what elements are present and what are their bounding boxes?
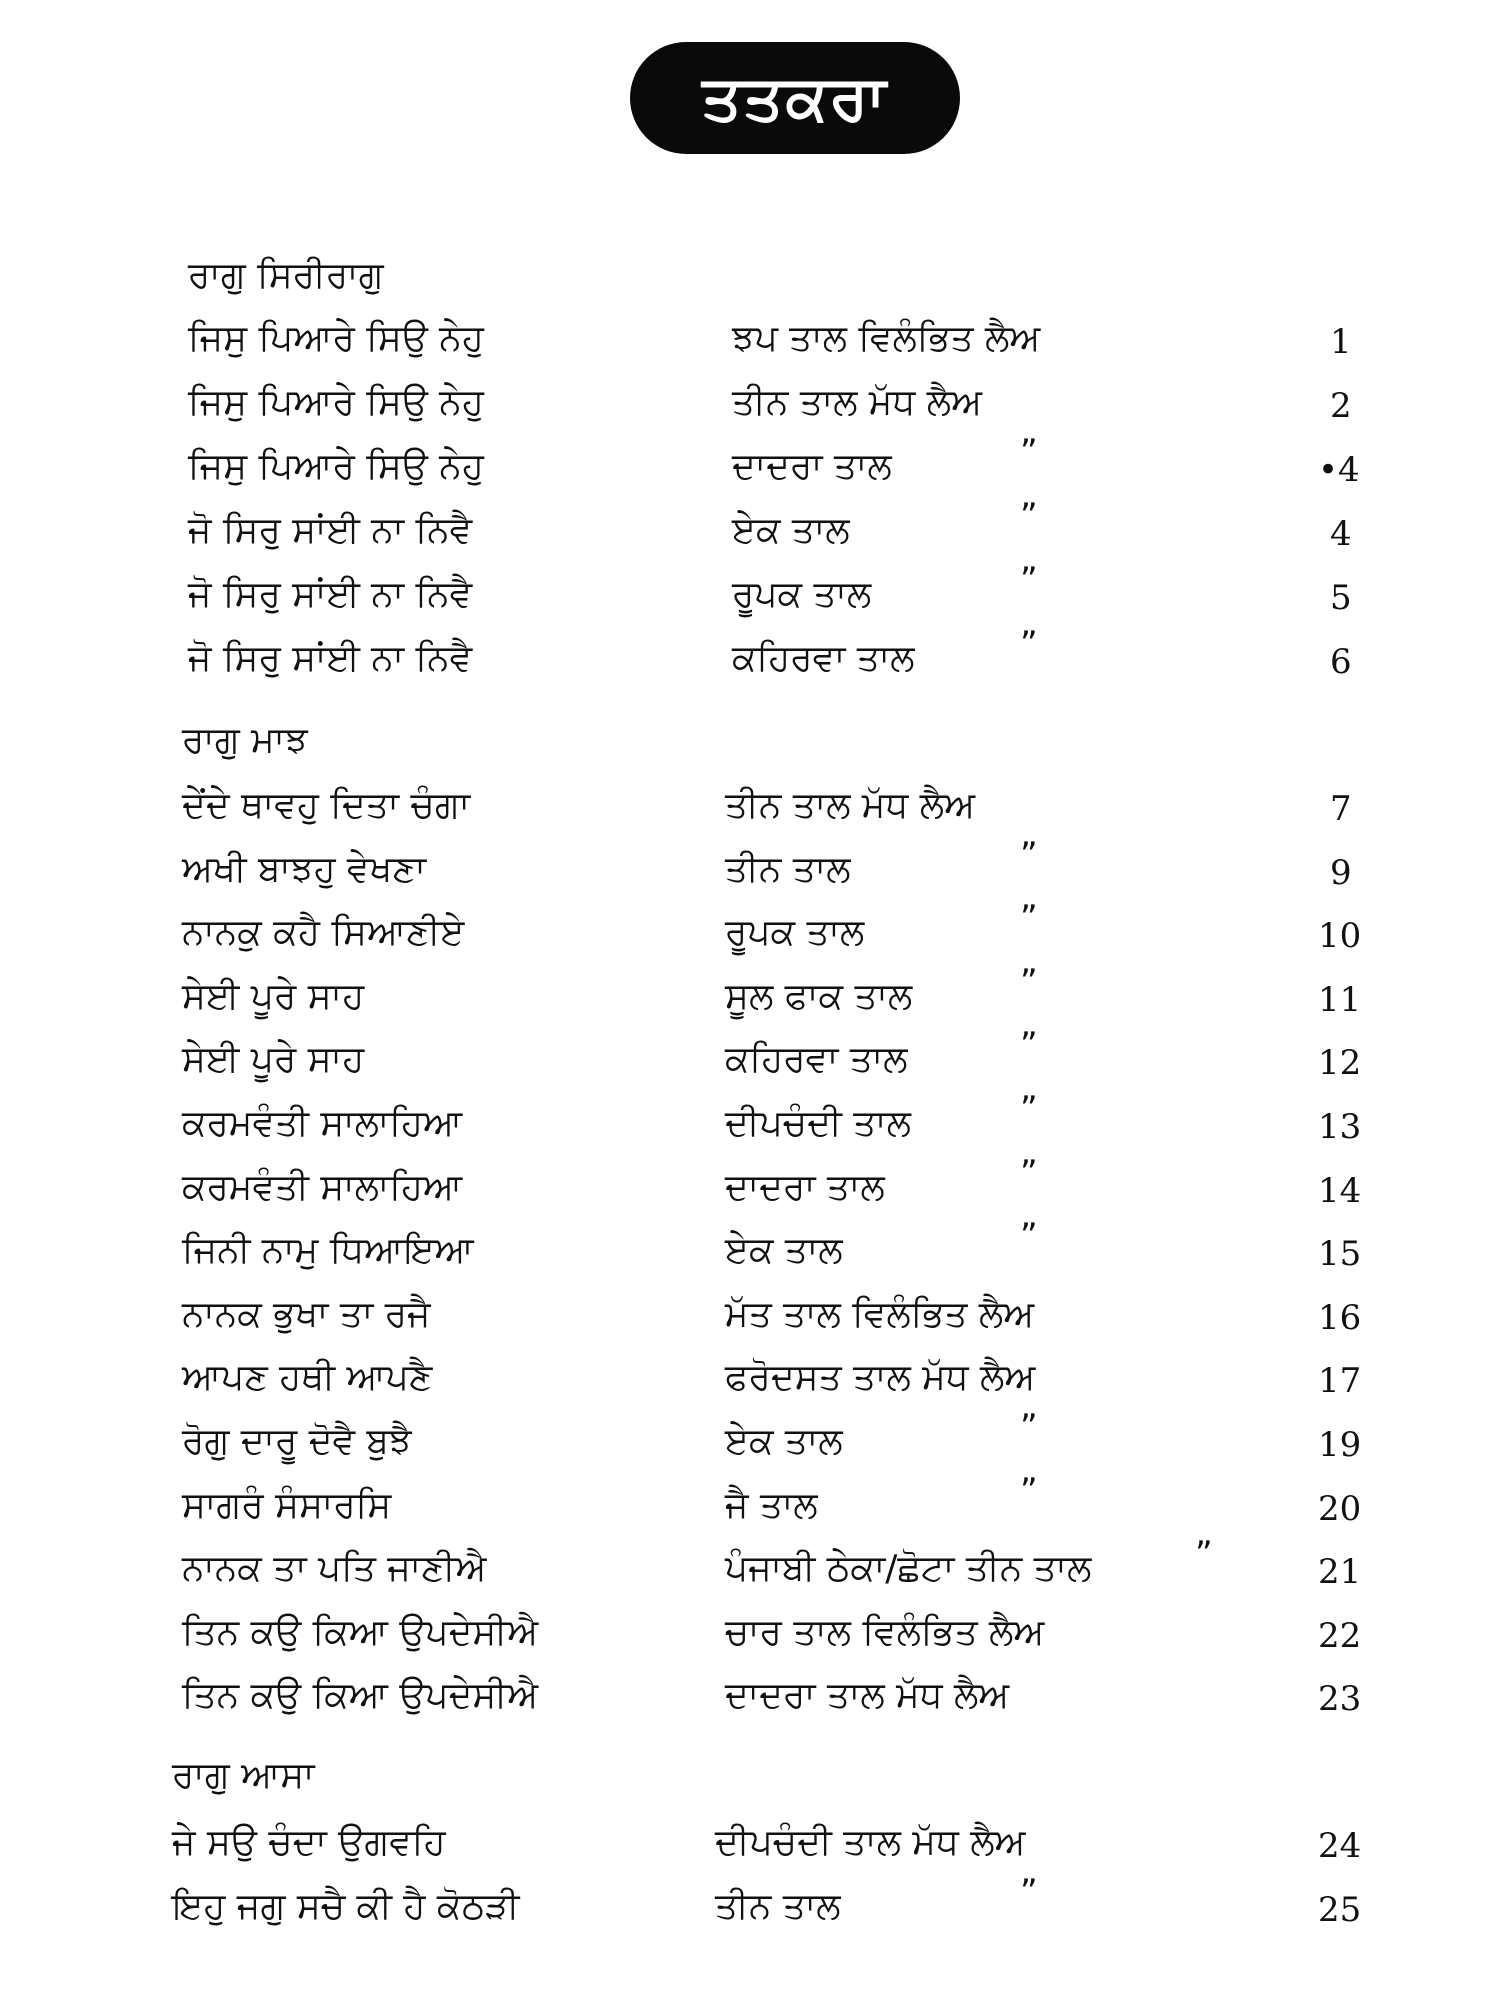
entry-page-number: 12 — [1318, 1043, 1362, 1084]
entry-title: ਸੇਈ ਪੂਰੇ ਸਾਹ — [182, 1039, 365, 1081]
ditto-mark: ” — [1020, 834, 1038, 875]
entry-title: ਦੇਂਦੇ ਥਾਵਹੁ ਦਿਤਾ ਚੰਗਾ — [182, 785, 471, 826]
toc-row — [0, 834, 1500, 909]
entry-title: ਤਿਨ ਕਉ ਕਿਆ ਉਪਦੇਸੀਐ — [182, 1611, 539, 1653]
ditto-mark: ” — [1020, 432, 1038, 472]
page-title: ਤਤਕਰਾ — [630, 42, 960, 154]
entry-page-number: 13 — [1318, 1107, 1362, 1147]
entry-title: ਨਾਨਕ ਤਾ ਪਤਿ ਜਾਣੀਐ — [182, 1548, 487, 1590]
entry-page-number: 20 — [1318, 1488, 1362, 1529]
ditto-mark: ” — [1195, 1534, 1213, 1575]
entry-page-number: 10 — [1318, 916, 1362, 957]
entry-title: ਜਿਸੁ ਪਿਆਰੇ ਸਿਉ ਨੇਹੁ — [188, 382, 484, 423]
entry-taal: ਦਾਦਰਾ ਤਾਲ ਮੱਧ ਲੈਅ — [725, 1675, 1010, 1717]
entry-page-number: 24 — [1318, 1826, 1362, 1866]
entry-title: ਅਖੀ ਬਾਝਹੁ ਵੇਖਣਾ — [182, 848, 427, 890]
entry-page-number: 19 — [1318, 1425, 1362, 1465]
entry-page-number: 23 — [1318, 1679, 1362, 1720]
entry-page-number: 4 — [1330, 514, 1352, 554]
entry-taal: ਤੀਨ ਤਾਲ ਮੱਧ ਲੈਅ — [732, 382, 983, 423]
entry-taal: ਪੰਜਾਬੀ ਠੇਕਾ/ਛੋਟਾ ਤੀਨ ਤਾਲ — [725, 1548, 1092, 1590]
entry-taal: ਤੀਨ ਤਾਲ — [715, 1886, 841, 1927]
ditto-mark: ” — [1020, 1470, 1038, 1511]
toc-row — [0, 898, 1500, 972]
toc-row — [0, 1357, 1500, 1417]
entry-page-number: •4 — [1318, 450, 1360, 490]
entry-taal: ਰੂਪਕ ਤਾਲ — [725, 912, 865, 954]
entry-title: ਜਿਸੁ ਪਿਆਰੇ ਸਿਉ ਨੇਹੁ — [188, 318, 484, 359]
ditto-mark: ” — [1020, 624, 1038, 664]
toc-row — [0, 1675, 1500, 1735]
entry-title: ਜੋ ਸਿਰੁ ਸਾਂਈ ਨਾ ਨਿਵੈ — [188, 638, 473, 679]
entry-title: ਕਰਮਵੰਤੀ ਸਾਲਾਹਿਆ — [182, 1166, 463, 1208]
toc-row — [0, 785, 1500, 845]
entry-taal: ਏਕ ਤਾਲ — [725, 1230, 843, 1272]
toc-row — [0, 1407, 1500, 1481]
entry-page-number: 5 — [1330, 578, 1352, 618]
entry-taal: ਝਪ ਤਾਲ ਵਿਲੰਭਿਤ ਲੈਅ — [732, 318, 1041, 359]
entry-title: ਸੇਈ ਪੂਰੇ ਸਾਹ — [182, 975, 365, 1017]
ditto-mark: ” — [1020, 1089, 1038, 1129]
ditto-mark: ” — [1020, 1407, 1038, 1447]
toc-row — [0, 432, 1500, 506]
toc-row — [0, 318, 1500, 378]
toc-row — [0, 1152, 1500, 1227]
toc-row — [0, 961, 1500, 1036]
entry-taal: ਕਹਿਰਵਾ ਤਾਲ — [725, 1039, 908, 1081]
entry-taal: ਤੀਨ ਤਾਲ — [725, 848, 851, 890]
entry-title: ਇਹੁ ਜਗੁ ਸਚੈ ਕੀ ਹੈ ਕੋਠੜੀ — [172, 1886, 520, 1927]
entry-page-number: 25 — [1318, 1890, 1362, 1930]
toc-row — [0, 1216, 1500, 1290]
ditto-mark: ” — [1020, 898, 1038, 939]
entry-taal: ਮੱਤ ਤਾਲ ਵਿਲੰਭਿਤ ਲੈਅ — [725, 1293, 1035, 1335]
entry-title: ਤਿਨ ਕਉ ਕਿਆ ਉਪਦੇਸੀਐ — [182, 1675, 539, 1717]
section-heading: ਰਾਗੁ ਆਸਾ — [172, 1755, 315, 1796]
entry-taal: ਰੂਪਕ ਤਾਲ — [732, 574, 872, 615]
ditto-mark: ” — [1020, 961, 1038, 1002]
entry-taal: ਕਹਿਰਵਾ ਤਾਲ — [732, 638, 915, 679]
entry-page-number: 7 — [1330, 789, 1352, 829]
entry-page-number: 15 — [1318, 1234, 1362, 1275]
toc-row — [0, 1612, 1500, 1672]
toc-row — [0, 1822, 1500, 1882]
toc-row — [0, 1294, 1500, 1354]
section-heading: ਰਾਗੁ ਸਿਰੀਰਾਗੁ — [188, 255, 384, 296]
entry-page-number: 21 — [1318, 1552, 1362, 1593]
toc-row — [0, 1025, 1500, 1099]
ditto-mark: ” — [1020, 1025, 1038, 1066]
entry-title: ਨਾਨਕੁ ਕਹੈ ਸਿਆਣੀਏ — [182, 912, 465, 954]
entry-title: ਕਰਮਵੰਤੀ ਸਾਲਾਹਿਆ — [182, 1103, 463, 1144]
entry-page-number: 17 — [1318, 1361, 1362, 1402]
entry-taal: ਦੀਪਚੰਦੀ ਤਾਲ — [725, 1103, 911, 1144]
entry-title: ਨਾਨਕ ਭੁਖਾ ਤਾ ਰਜੈ — [182, 1293, 431, 1335]
entry-taal: ਫਰੋਦਸਤ ਤਾਲ ਮੱਧ ਲੈਅ — [725, 1357, 1036, 1399]
ditto-mark: ” — [1020, 1216, 1038, 1257]
section-heading: ਰਾਗੁ ਮਾਝ — [182, 720, 308, 761]
toc-row — [0, 382, 1500, 442]
entry-page-number: 14 — [1318, 1170, 1362, 1211]
toc-row — [0, 560, 1500, 634]
entry-taal: ਤੀਨ ਤਾਲ ਮੱਧ ਲੈਅ — [725, 785, 976, 826]
entry-taal: ਸੂਲ ਫਾਕ ਤਾਲ — [725, 975, 913, 1017]
entry-taal: ਜੈ ਤਾਲ — [725, 1484, 818, 1526]
toc-row — [0, 1872, 1500, 1946]
toc-row — [0, 624, 1500, 698]
entry-taal: ਏਕ ਤਾਲ — [732, 510, 850, 551]
entry-title: ਜਿਨੀ ਨਾਮੁ ਧਿਆਇਆ — [182, 1230, 474, 1272]
entry-page-number: 9 — [1330, 852, 1352, 893]
entry-title: ਜੋ ਸਿਰੁ ਸਾਂਈ ਨਾ ਨਿਵੈ — [188, 510, 473, 551]
entry-taal: ਦਾਦਰਾ ਤਾਲ — [725, 1166, 885, 1208]
entry-page-number: 16 — [1318, 1297, 1362, 1338]
toc-row — [0, 1089, 1500, 1163]
ditto-mark: ” — [1020, 496, 1038, 536]
entry-taal: ਚਾਰ ਤਾਲ ਵਿਲੰਭਿਤ ਲੈਅ — [725, 1611, 1045, 1653]
entry-title: ਸਾਗਰੰ ਸੰਸਾਰਸਿ — [182, 1484, 392, 1526]
toc-row — [0, 496, 1500, 570]
entry-page-number: 22 — [1318, 1615, 1362, 1656]
entry-title: ਰੋਗੁ ਦਾਰੂ ਦੋਵੈ ਬੁਝੈ — [182, 1421, 412, 1462]
ditto-mark: ” — [1020, 560, 1038, 600]
entry-title: ਜੇ ਸਉ ਚੰਦਾ ਉਗਵਹਿ — [172, 1822, 446, 1863]
toc-row — [0, 1470, 1500, 1545]
entry-page-number: 1 — [1330, 322, 1352, 362]
entry-title: ਆਪਣ ਹਥੀ ਆਪਣੈ — [182, 1357, 433, 1399]
entry-taal: ਏਕ ਤਾਲ — [725, 1421, 843, 1462]
entry-page-number: 6 — [1330, 642, 1352, 682]
entry-taal: ਦਾਦਰਾ ਤਾਲ — [732, 446, 892, 487]
toc-row — [0, 1534, 1500, 1608]
ditto-mark: ” — [1020, 1872, 1038, 1912]
entry-page-number: 11 — [1318, 979, 1362, 1020]
entry-taal: ਦੀਪਚੰਦੀ ਤਾਲ ਮੱਧ ਲੈਅ — [715, 1822, 1026, 1863]
entry-page-number: 2 — [1330, 386, 1352, 426]
entry-title: ਜਿਸੁ ਪਿਆਰੇ ਸਿਉ ਨੇਹੁ — [188, 446, 484, 487]
ditto-mark: ” — [1020, 1152, 1038, 1193]
entry-title: ਜੋ ਸਿਰੁ ਸਾਂਈ ਨਾ ਨਿਵੈ — [188, 574, 473, 615]
